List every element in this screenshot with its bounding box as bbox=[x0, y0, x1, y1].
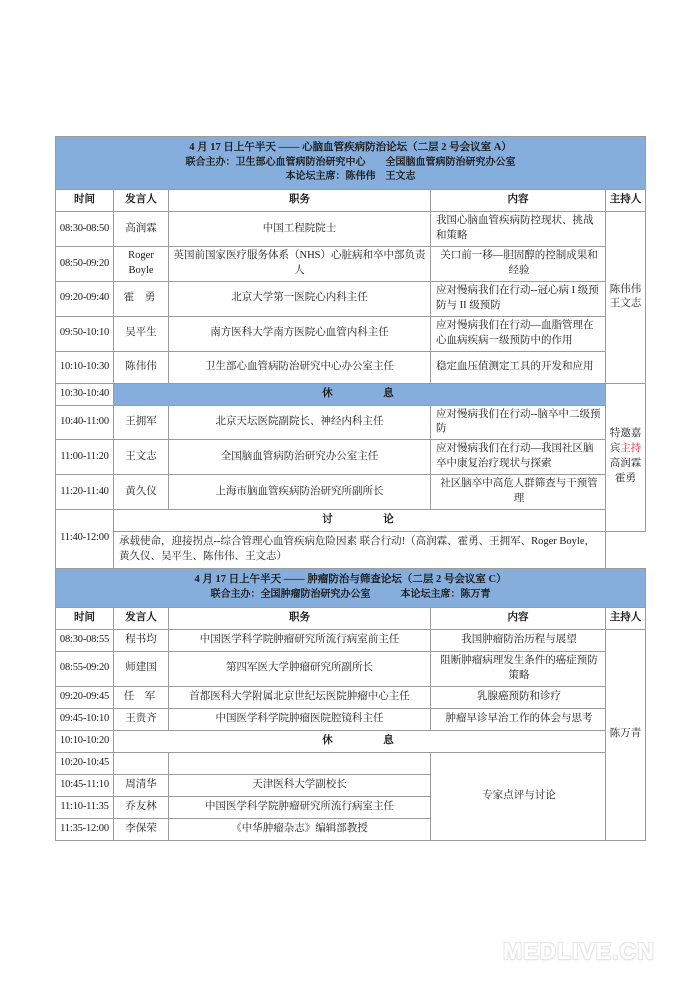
banner-title: 4 月 17 日上午半天 —— 心脑血管疾病防治论坛（二层 2 号会议室 A） bbox=[189, 142, 512, 153]
cell-chair-group-1 bbox=[606, 212, 646, 383]
table-row bbox=[56, 316, 646, 351]
section-2-banner bbox=[56, 568, 646, 607]
cell-job: 中国医学科学院肿瘤研究所流行病室主任 bbox=[169, 796, 431, 818]
cell-speaker: 陈伟伟 bbox=[114, 351, 169, 383]
table-row bbox=[56, 686, 646, 708]
column-header-chair: 主持人 bbox=[606, 190, 646, 212]
cell-time: 09:50-10:10 bbox=[56, 316, 114, 351]
table-row bbox=[56, 475, 646, 510]
cell-speaker: 师建国 bbox=[114, 651, 169, 686]
column-header-chair: 主持人 bbox=[606, 607, 646, 629]
table-row-discussion-body bbox=[56, 531, 646, 568]
cell-speaker: 乔友林 bbox=[114, 796, 169, 818]
cell-content: 社区脑卒中高危人群筛查与干预管理 bbox=[431, 475, 606, 510]
cell-content-merged: 专家点评与讨论 bbox=[431, 752, 606, 840]
table-row-break bbox=[56, 383, 646, 405]
cell-speaker: 周清华 bbox=[114, 774, 169, 796]
chair-name: 陈伟伟 bbox=[609, 283, 642, 295]
column-header-content: 内容 bbox=[431, 190, 606, 212]
cell-speaker: 王贵齐 bbox=[114, 708, 169, 730]
cell-job: 北京大学第一医院心内科主任 bbox=[169, 281, 431, 316]
column-header-speaker: 发言人 bbox=[114, 607, 169, 629]
cell-time: 10:40-11:00 bbox=[56, 405, 114, 440]
cell-time: 11:35-12:00 bbox=[56, 818, 114, 840]
cell-speaker: 霍 勇 bbox=[114, 281, 169, 316]
column-header-speaker: 发言人 bbox=[114, 190, 169, 212]
break-label: 休 息 bbox=[114, 383, 606, 405]
cell-job: 首都医科大学附属北京世纪坛医院肿瘤中心主任 bbox=[169, 686, 431, 708]
cell-speaker: 李保荣 bbox=[114, 818, 169, 840]
section-banner-row bbox=[56, 137, 646, 190]
cell-content: 我国心脑血管疾病防控现状、挑战和策略 bbox=[431, 212, 606, 247]
column-header-job: 职务 bbox=[169, 607, 431, 629]
cell-speaker: 任 军 bbox=[114, 686, 169, 708]
cell-time: 09:20-09:40 bbox=[56, 281, 114, 316]
chair-name: 王文志 bbox=[609, 298, 642, 310]
cell-time: 08:30-08:55 bbox=[56, 629, 114, 651]
cell-time: 11:00-11:20 bbox=[56, 440, 114, 475]
cell-job bbox=[169, 752, 431, 774]
cell-content: 应对慢病我们在行动—血脂管理在心血病疾病一级预防中的作用 bbox=[431, 316, 606, 351]
cell-job: 英国前国家医疗服务体系（NHS）心脏病和卒中部负责人 bbox=[169, 247, 431, 282]
cell-speaker: 王拥军 bbox=[114, 405, 169, 440]
cell-speaker: 吴平生 bbox=[114, 316, 169, 351]
cell-time: 08:50-09:20 bbox=[56, 247, 114, 282]
cell-job: 中国工程院院士 bbox=[169, 212, 431, 247]
cell-job: 卫生部心血管病防治研究中心办公室主任 bbox=[169, 351, 431, 383]
cell-content: 关口前一移—胆固醇的控制成果和经验 bbox=[431, 247, 606, 282]
table-row bbox=[56, 629, 646, 651]
table-row bbox=[56, 212, 646, 247]
column-header-job: 职务 bbox=[169, 190, 431, 212]
cell-time: 09:45-10:10 bbox=[56, 708, 114, 730]
table-row bbox=[56, 405, 646, 440]
cell-chair-group-2 bbox=[606, 383, 646, 531]
banner-organizers: 联合主办：全国肿瘤防治研究办公室 本论坛主席：陈万青 bbox=[210, 588, 491, 600]
cell-content: 阻断肿瘤病理发生条件的癌症预防策略 bbox=[431, 651, 606, 686]
column-header-time: 时间 bbox=[56, 607, 114, 629]
cell-job: 《中华肿瘤杂志》编辑部教授 bbox=[169, 818, 431, 840]
cell-time: 10:10-10:20 bbox=[56, 730, 114, 752]
cell-content: 肿瘤早诊早治工作的体会与思考 bbox=[431, 708, 606, 730]
table-row-break bbox=[56, 730, 646, 752]
chair-name: 霍勇 bbox=[615, 473, 636, 485]
section-banner-row bbox=[56, 568, 646, 607]
discussion-body: 承载使命，迎接拐点--综合管理心血管疾病危险因素 联合行动!（高润霖、霍勇、王拥军、Roger Boyle，黄久仪、吴平生、陈伟伟、王文志） bbox=[114, 531, 606, 568]
break-label: 休 息 bbox=[114, 730, 606, 752]
cell-time: 11:10-11:35 bbox=[56, 796, 114, 818]
cell-job: 天津医科大学副校长 bbox=[169, 774, 431, 796]
cell-speaker: 黄久仪 bbox=[114, 475, 169, 510]
column-header-row bbox=[56, 190, 646, 212]
cell-job: 中国医学科学院肿瘤医院腔镜科主任 bbox=[169, 708, 431, 730]
table-row bbox=[56, 440, 646, 475]
cell-content: 稳定血压值测定工具的开发和应用 bbox=[431, 351, 606, 383]
cell-content: 应对慢病我们在行动--冠心病 I 级预防与 II 级预防 bbox=[431, 281, 606, 316]
cell-content: 乳腺癌预防和诊疗 bbox=[431, 686, 606, 708]
cell-speaker: 高润霖 bbox=[114, 212, 169, 247]
watermark: MEDLIVE.CN bbox=[503, 938, 655, 964]
cell-time: 08:55-09:20 bbox=[56, 651, 114, 686]
cell-job: 上海市脑血管疾病防治研究所副所长 bbox=[169, 475, 431, 510]
cell-content: 应对慢病我们在行动—我国社区脑卒中康复治疗现状与探索 bbox=[431, 440, 606, 475]
cell-speaker bbox=[114, 752, 169, 774]
banner-chair: 本论坛主席：陈伟伟 王文志 bbox=[285, 171, 416, 183]
cell-chair-section-2: 陈万青 bbox=[606, 629, 646, 840]
column-header-time: 时间 bbox=[56, 190, 114, 212]
chair-prefix-a: 特邀嘉 bbox=[609, 428, 642, 440]
table-row-discussion-label bbox=[56, 509, 646, 531]
cell-time: 09:20-09:45 bbox=[56, 686, 114, 708]
cell-time: 10:20-10:45 bbox=[56, 752, 114, 774]
cell-speaker: 王文志 bbox=[114, 440, 169, 475]
column-header-row bbox=[56, 607, 646, 629]
cell-time: 08:30-08:50 bbox=[56, 212, 114, 247]
table-row bbox=[56, 247, 646, 282]
table-row bbox=[56, 752, 646, 774]
agenda-table-section-2 bbox=[55, 568, 646, 841]
cell-job: 北京天坛医院副院长、神经内科主任 bbox=[169, 405, 431, 440]
column-header-content: 内容 bbox=[431, 607, 606, 629]
chair-prefix-b: 宾主持 bbox=[609, 443, 642, 455]
agenda-sheet bbox=[55, 136, 645, 841]
cell-content: 我国肿瘤防治历程与展望 bbox=[431, 629, 606, 651]
banner-organizers: 联合主办：卫生部心血管病防治研究中心 全国脑血管病防治研究办公室 bbox=[185, 156, 516, 168]
banner-title: 4 月 17 日上午半天 —— 肿瘤防治与筛查论坛（二层 2 号会议室 C） bbox=[194, 573, 507, 585]
cell-job: 全国脑血管病防治研究办公室主任 bbox=[169, 440, 431, 475]
chair-highlight: 主持 bbox=[620, 443, 642, 455]
table-row bbox=[56, 351, 646, 383]
table-row bbox=[56, 651, 646, 686]
cell-job: 南方医科大学南方医院心血管内科主任 bbox=[169, 316, 431, 351]
chair-name: 高润霖 bbox=[609, 458, 642, 470]
cell-speaker: Roger Boyle bbox=[114, 247, 169, 282]
cell-speaker: 程书均 bbox=[114, 629, 169, 651]
table-row bbox=[56, 708, 646, 730]
cell-time: 10:10-10:30 bbox=[56, 351, 114, 383]
table-row bbox=[56, 281, 646, 316]
cell-time: 11:20-11:40 bbox=[56, 475, 114, 510]
agenda-table-section-1 bbox=[55, 136, 646, 569]
cell-job: 第四军医大学肿瘤研究所副所长 bbox=[169, 651, 431, 686]
cell-content: 应对慢病我们在行动--脑卒中二级预防 bbox=[431, 405, 606, 440]
cell-time: 11:40-12:00 bbox=[56, 509, 114, 568]
section-1-banner bbox=[56, 137, 646, 190]
cell-job: 中国医学科学院肿瘤研究所流行病室前主任 bbox=[169, 629, 431, 651]
discussion-label: 讨 论 bbox=[114, 509, 606, 531]
cell-time: 10:45-11:10 bbox=[56, 774, 114, 796]
cell-time: 10:30-10:40 bbox=[56, 383, 114, 405]
